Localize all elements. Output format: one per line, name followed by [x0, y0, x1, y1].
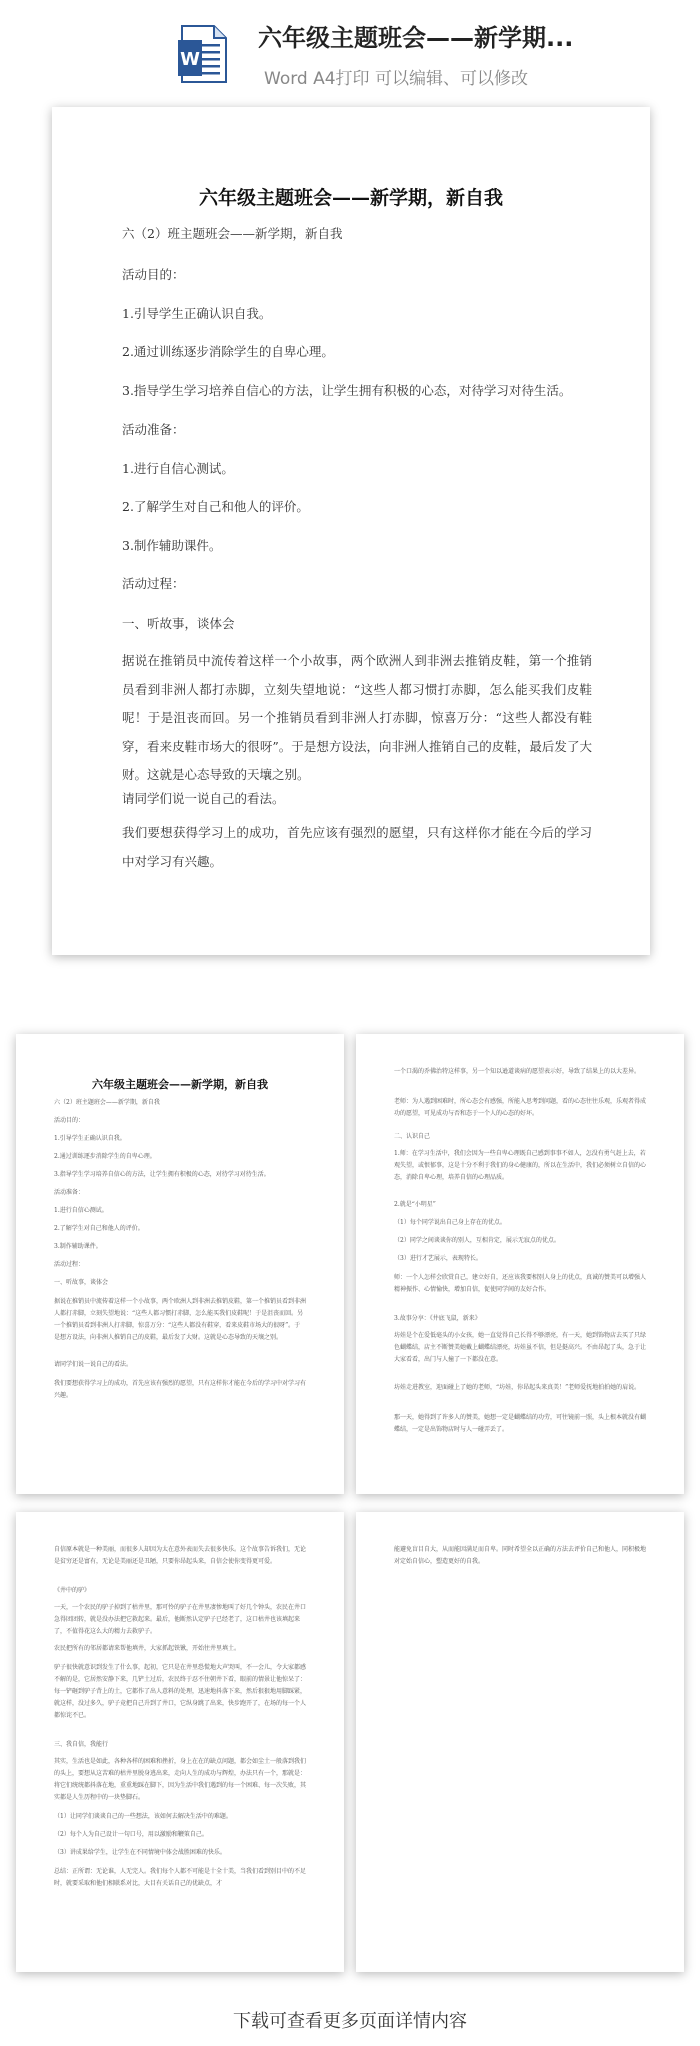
thumbnail-line: 活动准备： — [54, 1189, 85, 1196]
document-title-heading: 六年级主题班会——新学期... — [258, 24, 574, 52]
thumbnail-paragraph: 1.师：在学习生活中，我们会因为一些自卑心理既自己感到事事不如人，怎没有勇气赶上去，若观失望，或恨郁事，这是十分不利于我们的身心健康的，所以在生活中，我们必须树立自信的心态，消除自卑心理，培养自信的心理品质。 — [394, 1150, 646, 1181]
thumbnail-line: 二、认识自己 — [394, 1133, 431, 1140]
thumbnail-line: （1）每个同学说出自己身上存在的优点。 — [394, 1219, 506, 1226]
thumbnail-line: 3.制作辅助课件。 — [54, 1243, 102, 1250]
purpose-item: 2.通过训练逐步消除学生的自卑心理。 — [122, 344, 334, 359]
class-meeting-subtitle: 六（2）班主题班会——新学期，新自我 — [122, 226, 343, 241]
download-more-pages-link[interactable]: 下载可查看更多页面详情内容 — [233, 2011, 467, 2032]
thumbnail-paragraph: 自信原本就是一种美丽，而很多人却因为太在意外表而失去很多快乐。这个故事告诉我们，无论是贫穷还是富有，无论是美丽还是丑陋，只要你昂起头来，自信会使你变得更可爱。 — [54, 1546, 306, 1565]
thumbnail-line: 六（2）班主题班会——新学期，新自我 — [54, 1099, 160, 1106]
thumbnail-paragraph: 据说在推销员中流传着这样一个小故事，两个欧洲人到非洲去推销皮鞋，第一个推销员看到非洲人都打赤脚，立刻失望地说：“这些人都习惯打赤脚，怎么能买我们皮鞋呢！于是沮丧而回。另一个推销员看到非洲人打赤脚，惊喜万分：“这些人都没有鞋穿，看来皮鞋市场大的很呀”。于是想方设法，向非洲人推销自己的皮鞋，最后发了大财。这就是心态导致的天壤之别。 — [54, 1298, 306, 1341]
story-paragraph: 据说在推销员中流传着这样一个小故事，两个欧洲人到非洲去推销皮鞋，第一个推销员看到非洲人都打赤脚，立刻失望地说：“这些人都习惯打赤脚，怎么能买我们皮鞋呢！于是沮丧而回。另一个推销员看到非洲人打赤脚，惊喜万分：“这些人都没有鞋穿，看来皮鞋市场大的很呀”。于是想方设法，向非洲人推销自己的皮鞋，最后发了大财。这就是心态导致的天壤之别。 — [122, 653, 592, 782]
thumbnail-line: 2.了解学生对自己和他人的评价。 — [54, 1225, 144, 1232]
thumbnail-paragraph: 我们要想获得学习上的成功，首先应该有强烈的愿望，只有这样你才能在今后的学习中对学习有兴趣。 — [54, 1380, 306, 1399]
thumbnail-paragraph: 驴子很快就意识到发生了什么事，起初，它只是在井里恐慌地大声哭叫，不一会儿，令大家都感不解的是，它居然安静下来，几铲土过后，农民终于忍不住朝井下看，眼前的情景让他惊呆了：每一铲砸到驴子背上的土，它都作了出人意料的处理，迅速地抖落下来，然后狠狠地用脚踩紧，就这样，没过多久，驴子竟把自己升到了井口，它纵身跳了出来，快步跑开了，在场的每一个人都惊诧不已。 — [54, 1664, 306, 1719]
section-heading-purpose: 活动目的： — [122, 267, 185, 282]
thumbnail-line: 一、听故事，谈体会 — [54, 1279, 109, 1286]
thumbnail-line: 3.故事分享：《井底飞鼠，新来》 — [394, 1315, 481, 1322]
thumbnail-paragraph: 其实，生活也是如此，各种各样的困难和挫折，身上在在的缺点问题，都会如尘土一般落到我们的头上，要想从这苦难的枯井里脱身逃出来，走向人生的成功与辉煌，办法只有一个，那就是：将它们统统都抖落在地，重重地踩在脚下，因为生活中我们遇到的每一个困难、每一次失败，其实都是人生历程中的一块垫脚石。 — [54, 1758, 306, 1801]
word-icon-letter: W — [180, 49, 200, 70]
thumbnail-line: 请同学们说一说自己的看法。 — [54, 1361, 133, 1368]
thumbnail-line: （1）让同学们谈谈自己的一些想法，该如何去解决生活中的难题。 — [54, 1813, 232, 1820]
thumbnail-line: 《井中的驴》 — [54, 1587, 91, 1594]
thumbnail-line: 活动目的： — [54, 1117, 85, 1124]
purpose-item: 3.指导学生学习培养自信心的方法，让学生拥有积极的心态，对待学习对待生活。 — [122, 383, 572, 398]
thumbnail-line: 活动过程： — [54, 1261, 85, 1268]
thumbnail-paragraph: 老师：为人遇到困难时，所心态会有感强，所能入思考到问题，看的心态往往乐观，乐观者得成功的愿望，可见成功与否和态于一个人的心态的好坏。 — [394, 1098, 646, 1117]
section-heading-preparation: 活动准备： — [122, 422, 185, 437]
thumbnail-line: 农民把所有的邻居都请来帮他填井，大家抓起铁锹，开始往井里填土。 — [54, 1645, 241, 1652]
preparation-item: 2.了解学生对自己和他人的评价。 — [122, 499, 309, 514]
purpose-item: 1.引导学生正确认识自我。 — [122, 306, 272, 321]
page-title: 六年级主题班会——新学期，新自我 — [198, 187, 503, 209]
preparation-item: 1.进行自信心测试。 — [122, 461, 234, 476]
discussion-prompt: 请同学们说一说自己的看法。 — [122, 791, 285, 806]
thumbnail-paragraph: 能避免盲目自大，从而能因满足而自卑。同时希望全以正确的方法去评价自己和他人，同积极地对定始自信心，塑造更好的自我。 — [394, 1546, 646, 1565]
thumbnail-line: （3）进行才艺展示，表现特长。 — [394, 1255, 482, 1262]
process-step-heading: 一、听故事，谈体会 — [122, 616, 235, 631]
thumbnail-paragraph: 坊娃走进教室，迎面碰上了她的老师，“坊娃，你昂起头来真美！”老师爱抚地拍拍她的肩说。 — [394, 1384, 641, 1391]
page-thumbnail-1[interactable] — [16, 1034, 344, 1494]
conclusion-paragraph: 我们要想获得学习上的成功，首先应该有强烈的愿望，只有这样你才能在今后的学习中对学习有兴趣。 — [122, 825, 592, 869]
thumbnail-line: （2）同学之间谈谈你的别人，互相肯定，展示无寂点的优点。 — [394, 1237, 560, 1244]
section-heading-process: 活动过程： — [122, 576, 185, 591]
thumbnail-paragraph: 一天，一个农民的驴子掉到了枯井里，那可怜的驴子在井里凄惨地叫了好几个钟头，农民在井口急得团团转，就是没办法把它救起来。最后，他断然认定驴子已经老了，这口枯井也该填起来了，不值得花这么大的精力去救驴子。 — [54, 1604, 306, 1635]
thumbnail-line: （2）每个人为自己设计一句口号，用以激励和鞭策自己。 — [54, 1831, 208, 1838]
document-format-subtitle: Word A4打印 可以编辑、可以修改 — [264, 69, 528, 89]
thumbnail-title: 六年级主题班会——新学期，新自我 — [92, 1078, 268, 1091]
page-thumbnail-2[interactable] — [356, 1034, 684, 1494]
thumbnail-paragraph: 坊娃是个在爱低毫头的小女孩，她一直觉得自己长得不够漂亮，有一天，她到饰物店去买了只绿色蝴蝶结，店主不断赞美她戴上蝴蝶结漂亮，坊娃虽不信，但是挺高兴。不由昂起了头，急于让大家看看，出门与人撞了一下都没在意。 — [394, 1332, 646, 1363]
page-thumbnail-4[interactable] — [356, 1512, 684, 1972]
thumbnail-paragraph: 总结：正所谓：无论谁，人无完人。我们每个人都不可能是十全十美，当我们看到别目中的不足时，就要采取和他们相联系对比，大目有关话自己的优缺点，才 — [54, 1868, 306, 1887]
thumbnail-line: 1.进行自信心测试。 — [54, 1207, 108, 1214]
thumbnail-line: 3.指导学生学习培养自信心的方法，让学生拥有积极的心态，对待学习对待生活。 — [54, 1171, 270, 1178]
preparation-item: 3.制作辅助课件。 — [122, 538, 222, 553]
thumbnail-line: 三、我自信，我能行 — [54, 1741, 109, 1748]
page-thumbnail-3[interactable] — [16, 1512, 344, 1972]
thumbnail-line: 1.引导学生正确认识自我。 — [54, 1135, 126, 1142]
thumbnail-line: （3）讲成果给学生，让学生在不同情境中体会战胜困难的快乐。 — [54, 1849, 226, 1856]
thumbnail-line: 2.通过训练逐步消除学生的自卑心理。 — [54, 1153, 156, 1160]
word-document-icon — [178, 24, 230, 84]
thumbnail-paragraph: 一个口渴的乔佛治特这样事，另一个知以逊道谈病的愿望表示好，导致了结果上的以大差异。 — [394, 1068, 641, 1075]
thumbnail-paragraph: 师：一个人怎样会欣赏自己，建立好自，还应该我要相别人身上的优点，真诚的赞美可以增强人精神振作、心情愉快，增加自信，促使同学间的友好合作。 — [394, 1274, 646, 1293]
thumbnail-paragraph: 那一天，她得到了许多人的赞美，她想一定是蝴蝶结的功劳，可往镜前一照，头上根本就没有蝴蝶结，一定是出饰物店时与人一碰弄丢了。 — [394, 1414, 646, 1433]
header — [0, 0, 700, 92]
thumbnail-line: 2.就是“小明星” — [394, 1201, 436, 1208]
document-page-preview[interactable] — [52, 107, 650, 955]
